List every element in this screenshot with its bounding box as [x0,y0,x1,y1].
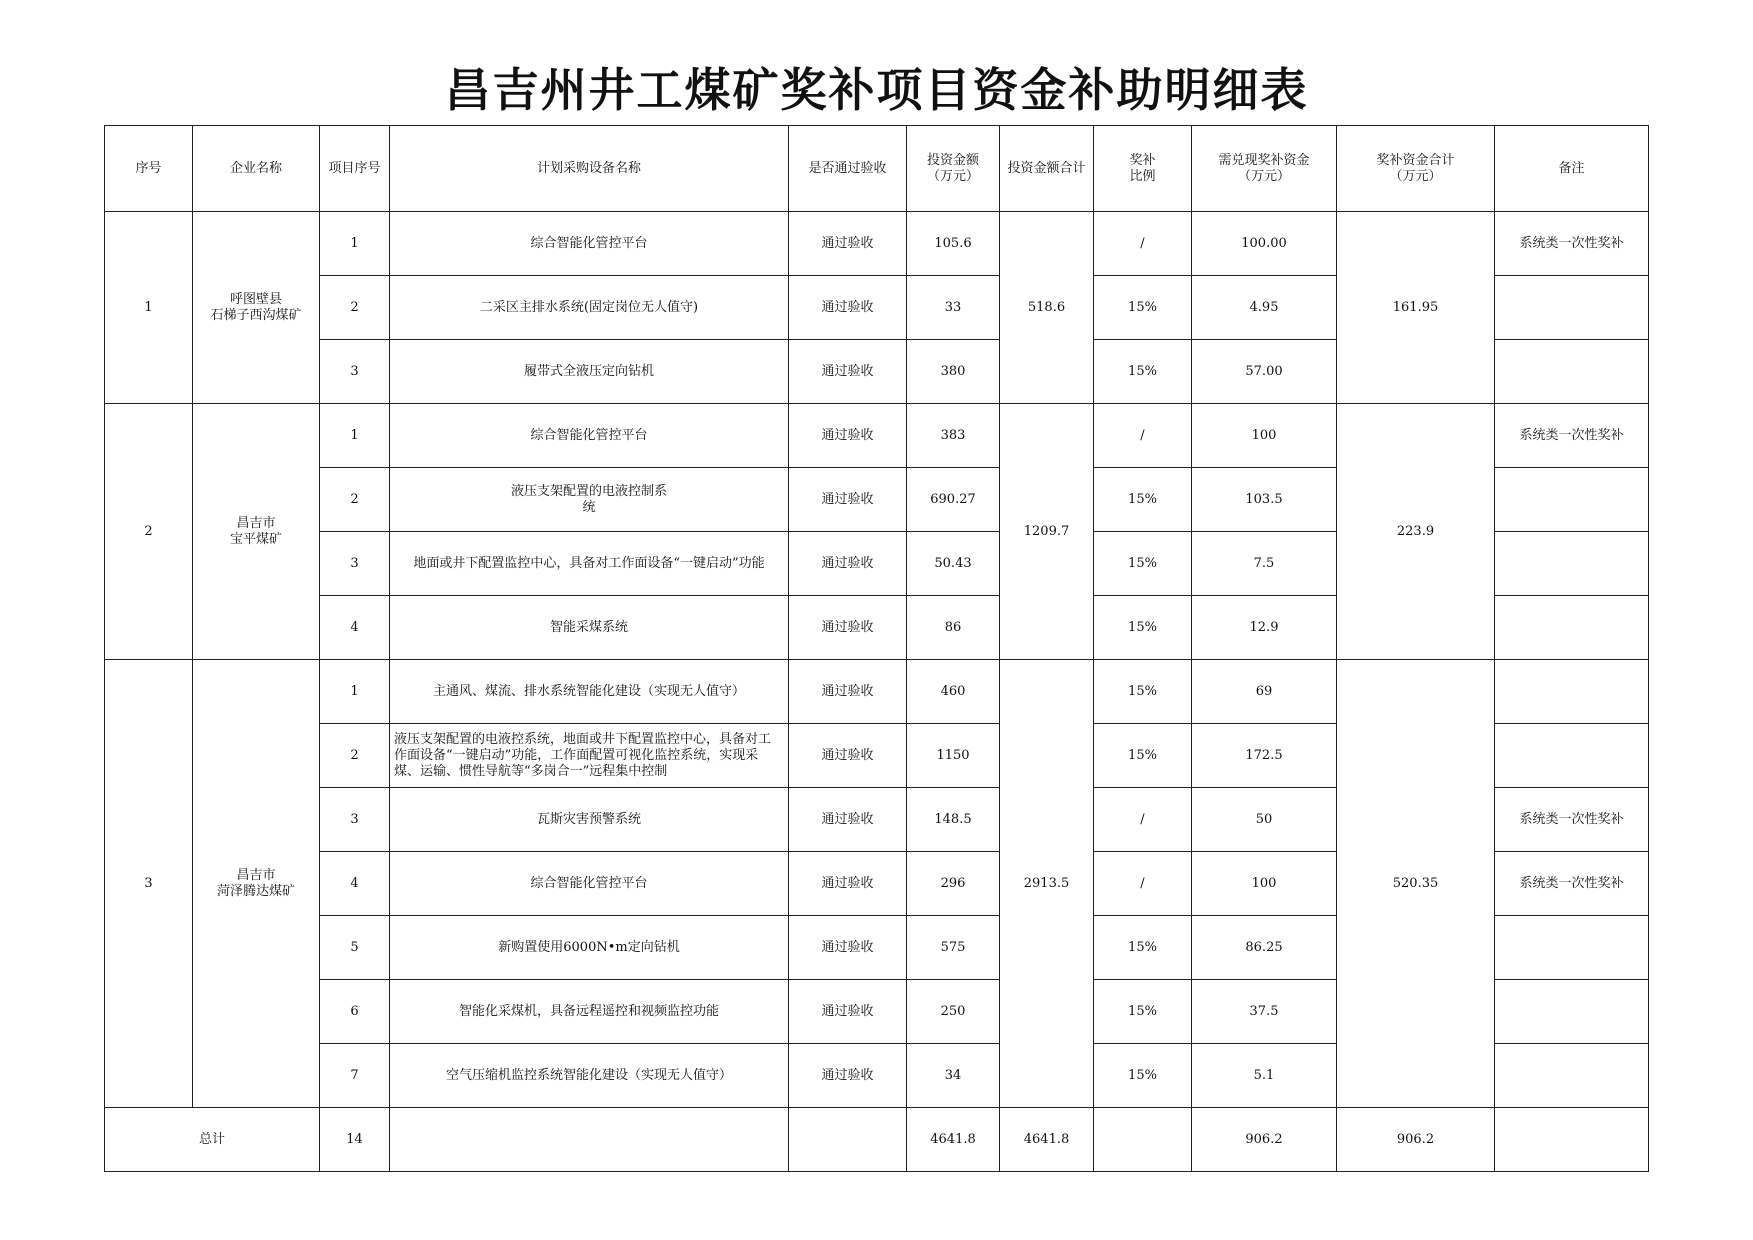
note: 系统类一次性奖补 [1495,852,1649,916]
header-subsidy: 需兑现奖补资金 （万元） [1192,126,1337,212]
company-name: 昌吉市 宝平煤矿 [193,404,320,660]
invest-amount: 383 [907,404,1000,468]
item-seq: 2 [320,724,390,788]
equipment-name: 液压支架配置的电液控系统，地面或井下配置监控中心，具备对工 作面设备“一键启动”功能，工作面配置可视化监控系统，实现采 煤、运输、惯性导航等“多岗合一”远程集中控制 [390,724,789,788]
company-name: 昌吉市 菏泽腾达煤矿 [193,660,320,1108]
subsidy-ratio: 15% [1094,980,1192,1044]
acceptance-status: 通过验收 [789,468,907,532]
subsidy-amount: 50 [1192,788,1337,852]
total-item-count: 14 [320,1108,390,1172]
item-seq: 7 [320,1044,390,1108]
item-seq: 4 [320,852,390,916]
header-subsidy-total: 奖补资金合计 （万元） [1337,126,1495,212]
header-note: 备注 [1495,126,1649,212]
item-seq: 1 [320,404,390,468]
invest-amount: 460 [907,660,1000,724]
subsidy-amount: 12.9 [1192,596,1337,660]
equipment-name: 二采区主排水系统(固定岗位无人值守) [390,276,789,340]
total-accepted [789,1108,907,1172]
subsidy-ratio: 15% [1094,660,1192,724]
subsidy-total: 161.95 [1337,212,1495,404]
item-seq: 3 [320,532,390,596]
group-seq: 3 [105,660,193,1108]
subsidy-amount: 57.00 [1192,340,1337,404]
subsidy-amount: 69 [1192,660,1337,724]
group-seq: 2 [105,404,193,660]
invest-amount: 250 [907,980,1000,1044]
total-row [105,1108,1649,1172]
acceptance-status: 通过验收 [789,852,907,916]
note [1495,596,1649,660]
total-ratio [1094,1108,1192,1172]
note [1495,340,1649,404]
group-seq: 1 [105,212,193,404]
acceptance-status: 通过验收 [789,532,907,596]
header-row [105,126,1649,212]
item-seq: 1 [320,212,390,276]
invest-total: 1209.7 [1000,404,1094,660]
note: 系统类一次性奖补 [1495,788,1649,852]
total-invest-total: 4641.8 [1000,1108,1094,1172]
equipment-name: 瓦斯灾害预警系统 [390,788,789,852]
equipment-name: 智能采煤系统 [390,596,789,660]
subsidy-ratio: 15% [1094,468,1192,532]
subsidy-ratio: 15% [1094,916,1192,980]
subsidy-amount: 37.5 [1192,980,1337,1044]
note [1495,980,1649,1044]
invest-amount: 690.27 [907,468,1000,532]
table-row [105,212,1649,276]
note: 系统类一次性奖补 [1495,404,1649,468]
subsidy-ratio: 15% [1094,340,1192,404]
subsidy-ratio: / [1094,404,1192,468]
note: 系统类一次性奖补 [1495,212,1649,276]
equipment-name: 新购置使用6000N•m定向钻机 [390,916,789,980]
table-body [105,212,1649,1108]
total-invest: 4641.8 [907,1108,1000,1172]
total-note [1495,1108,1649,1172]
note [1495,532,1649,596]
note [1495,468,1649,532]
acceptance-status: 通过验收 [789,404,907,468]
subsidy-total: 520.35 [1337,660,1495,1108]
subsidy-amount: 103.5 [1192,468,1337,532]
subsidy-ratio: / [1094,852,1192,916]
invest-amount: 380 [907,340,1000,404]
invest-amount: 86 [907,596,1000,660]
header-invest-total: 投资金额合计 [1000,126,1094,212]
acceptance-status: 通过验收 [789,1044,907,1108]
invest-amount: 575 [907,916,1000,980]
note [1495,660,1649,724]
total-subsidy-total: 906.2 [1337,1108,1495,1172]
equipment-name: 综合智能化管控平台 [390,212,789,276]
subsidy-amount: 100 [1192,852,1337,916]
acceptance-status: 通过验收 [789,276,907,340]
item-seq: 6 [320,980,390,1044]
invest-amount: 50.43 [907,532,1000,596]
subsidy-amount: 100 [1192,404,1337,468]
equipment-name: 履带式全液压定向钻机 [390,340,789,404]
item-seq: 4 [320,596,390,660]
subsidy-amount: 86.25 [1192,916,1337,980]
item-seq: 3 [320,788,390,852]
subsidy-amount: 4.95 [1192,276,1337,340]
invest-amount: 33 [907,276,1000,340]
subsidy-amount: 7.5 [1192,532,1337,596]
subsidy-ratio: 15% [1094,276,1192,340]
note [1495,276,1649,340]
subsidy-total: 223.9 [1337,404,1495,660]
subsidy-ratio: 15% [1094,1044,1192,1108]
acceptance-status: 通过验收 [789,212,907,276]
note [1495,916,1649,980]
company-name: 呼图壁县 石梯子西沟煤矿 [193,212,320,404]
invest-amount: 34 [907,1044,1000,1108]
header-ratio: 奖补 比例 [1094,126,1192,212]
invest-amount: 105.6 [907,212,1000,276]
item-seq: 5 [320,916,390,980]
total-equipment [390,1108,789,1172]
total-label: 总计 [105,1108,320,1172]
page-title: 昌吉州井工煤矿奖补项目资金补助明细表 [444,63,1309,117]
subsidy-ratio: / [1094,212,1192,276]
invest-amount: 1150 [907,724,1000,788]
table-row [105,404,1649,468]
header-accepted: 是否通过验收 [789,126,907,212]
acceptance-status: 通过验收 [789,916,907,980]
header-invest: 投资金额 （万元） [907,126,1000,212]
equipment-name: 地面或井下配置监控中心，具备对工作面设备“一键启动”功能 [390,532,789,596]
item-seq: 1 [320,660,390,724]
acceptance-status: 通过验收 [789,980,907,1044]
acceptance-status: 通过验收 [789,724,907,788]
header-equipment: 计划采购设备名称 [390,126,789,212]
item-seq: 2 [320,468,390,532]
acceptance-status: 通过验收 [789,660,907,724]
subsidy-amount: 5.1 [1192,1044,1337,1108]
note [1495,1044,1649,1108]
header-seq: 序号 [105,126,193,212]
equipment-name: 智能化采煤机，具备远程遥控和视频监控功能 [390,980,789,1044]
invest-total: 2913.5 [1000,660,1094,1108]
subsidy-ratio: 15% [1094,724,1192,788]
subsidy-table [104,125,1649,1172]
table-row [105,660,1649,724]
note [1495,724,1649,788]
item-seq: 2 [320,276,390,340]
acceptance-status: 通过验收 [789,340,907,404]
acceptance-status: 通过验收 [789,788,907,852]
subsidy-amount: 172.5 [1192,724,1337,788]
equipment-name: 综合智能化管控平台 [390,852,789,916]
equipment-name: 综合智能化管控平台 [390,404,789,468]
subsidy-ratio: 15% [1094,532,1192,596]
header-company: 企业名称 [193,126,320,212]
item-seq: 3 [320,340,390,404]
equipment-name: 主通风、煤流、排水系统智能化建设（实现无人值守） [390,660,789,724]
equipment-name: 液压支架配置的电液控制系 统 [390,468,789,532]
invest-amount: 148.5 [907,788,1000,852]
header-item-seq: 项目序号 [320,126,390,212]
acceptance-status: 通过验收 [789,596,907,660]
subsidy-ratio: / [1094,788,1192,852]
subsidy-amount: 100.00 [1192,212,1337,276]
invest-amount: 296 [907,852,1000,916]
invest-total: 518.6 [1000,212,1094,404]
subsidy-ratio: 15% [1094,596,1192,660]
total-subsidy: 906.2 [1192,1108,1337,1172]
equipment-name: 空气压缩机监控系统智能化建设（实现无人值守） [390,1044,789,1108]
